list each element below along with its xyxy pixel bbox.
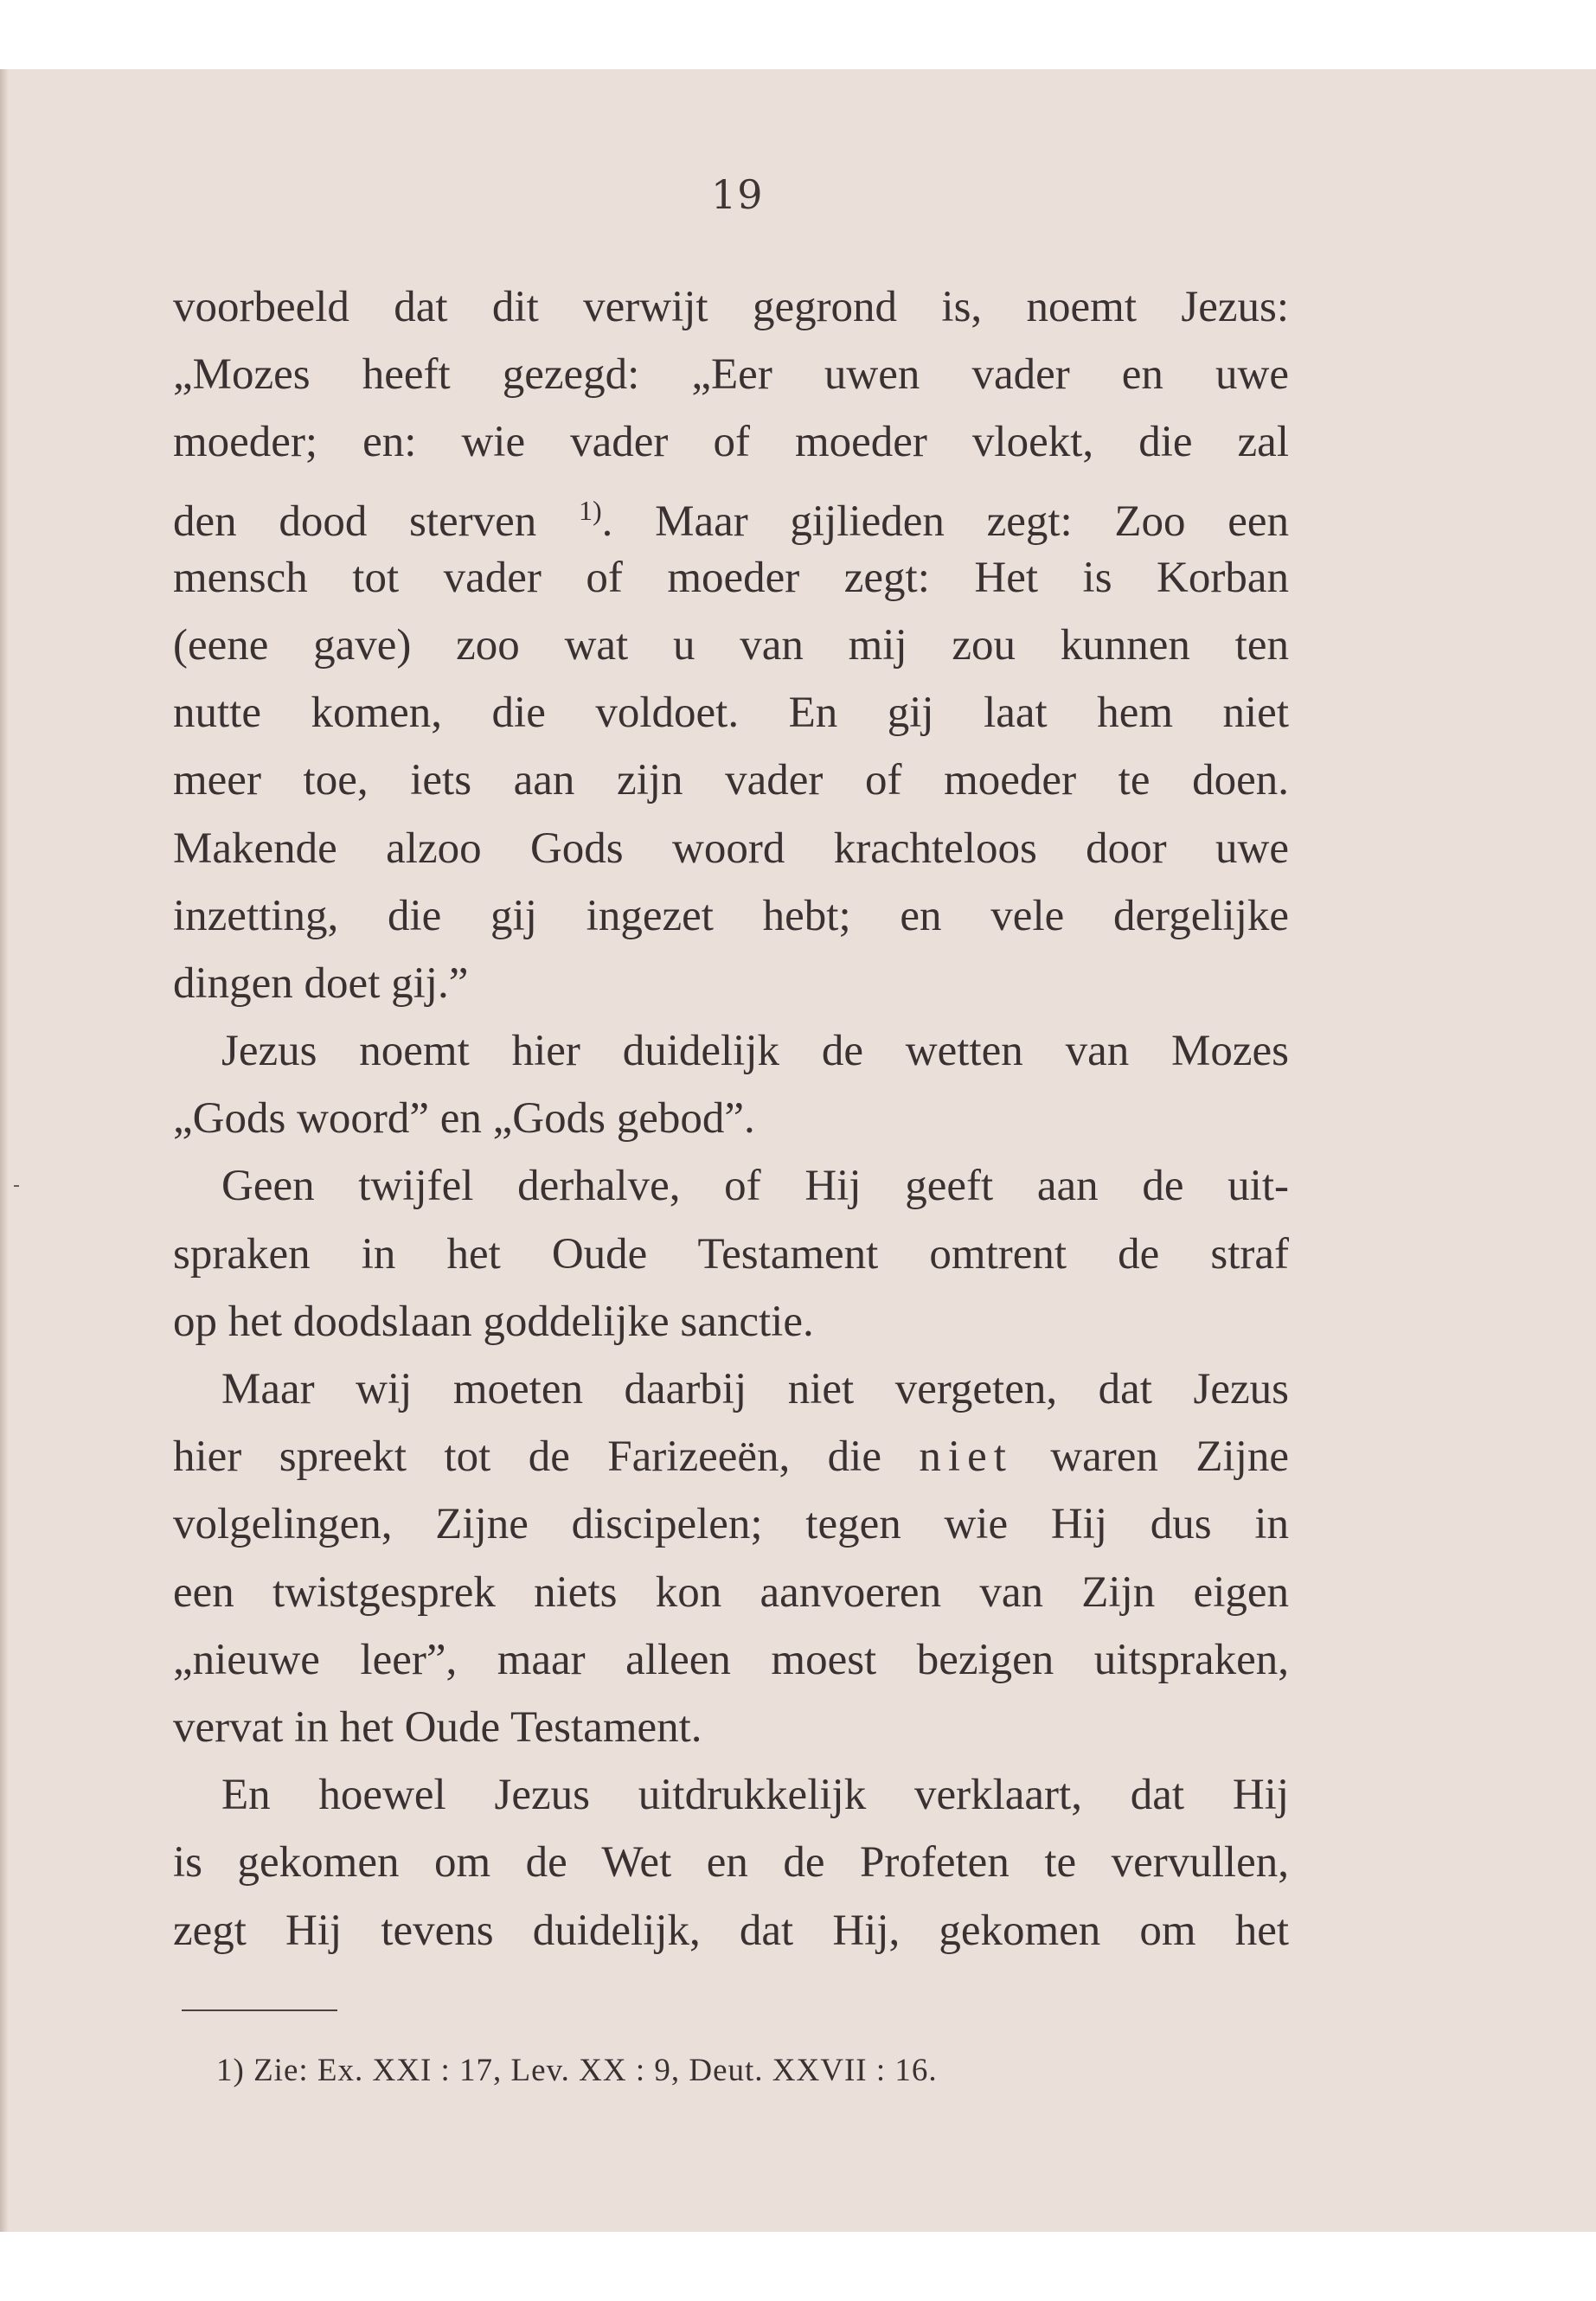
- line-segment: den dood sterven: [173, 497, 537, 546]
- page-number: 19: [711, 171, 764, 218]
- text-line: [173, 477, 1289, 544]
- text-line: Geen twijfel derhalve, of Hij geeft aan de uit-: [221, 1162, 1289, 1211]
- text-line: meer toe, iets aan zijn vader of moeder te doen.: [173, 756, 1289, 805]
- text-line: (eene gave) zoo wat u van mij zou kunnen ten: [173, 620, 1289, 670]
- line-segment: hier spreekt tot de Farizeeën, die: [173, 1433, 881, 1482]
- footnote-divider: [182, 2009, 337, 2011]
- text-line: Jezus noemt hier duidelijk de wetten van Mozes: [221, 1027, 1289, 1076]
- text-line: „Mozes heeft gezegd: „Eer uwen vader en uwe: [173, 350, 1289, 400]
- text-line: moeder; en: wie vader of moeder vloekt, die zal: [173, 418, 1289, 467]
- text-line: dingen doet gij.”: [173, 958, 469, 1008]
- footnote-ref: 1): [579, 494, 602, 526]
- book-page: [0, 69, 1596, 2232]
- text-line: een twistgesprek niets kon aanvoeren van Zijn eigen: [173, 1567, 1289, 1617]
- text-line: zegt Hij tevens duidelijk, dat Hij, gekomen om het: [173, 1906, 1289, 1955]
- footnote: 1) Zie: Ex. XXI : 17, Lev. XX : 9, Deut. XXVII : 16.: [216, 2053, 938, 2088]
- text-line: volgelingen, Zijne discipelen; tegen wie Hij dus in: [173, 1500, 1289, 1549]
- edge-mark: [14, 1185, 19, 1187]
- text-line: Maar wij moeten daarbij niet vergeten, dat Jezus: [221, 1365, 1289, 1413]
- text-line: „nieuwe leer”, maar alleen moest bezigen uitspraken,: [173, 1635, 1289, 1684]
- text-line: vervat in het Oude Testament.: [173, 1702, 702, 1752]
- spine-shadow: [0, 69, 9, 2232]
- text-line: Makende alzoo Gods woord krachteloos door uwe: [173, 824, 1289, 873]
- emphasized-word: niet: [919, 1433, 1013, 1482]
- line-segment: waren Zijne: [1050, 1433, 1289, 1482]
- line-segment: . Maar gijlieden zegt: Zoo een: [601, 497, 1289, 546]
- body-text: [173, 273, 1289, 1965]
- text-line: inzetting, die gij ingezet hebt; en vele dergelijke: [173, 891, 1289, 940]
- text-line: mensch tot vader of moeder zegt: Het is Korban: [173, 553, 1289, 602]
- text-line: is gekomen om de Wet en de Profeten te vervullen,: [173, 1838, 1289, 1888]
- text-line: voorbeeld dat dit verwijt gegrond is, noemt Jezus:: [173, 283, 1289, 331]
- text-line: nutte komen, die voldoet. En gij laat hem niet: [173, 689, 1289, 738]
- text-line: „Gods woord” en „Gods gebod”.: [173, 1094, 755, 1144]
- text-line: En hoewel Jezus uitdrukkelijk verklaart, dat Hij: [221, 1771, 1289, 1820]
- text-line: op het doodslaan goddelijke sanctie.: [173, 1297, 814, 1346]
- text-line: spraken in het Oude Testament omtrent de straf: [173, 1229, 1289, 1279]
- text-line: [173, 1423, 1289, 1490]
